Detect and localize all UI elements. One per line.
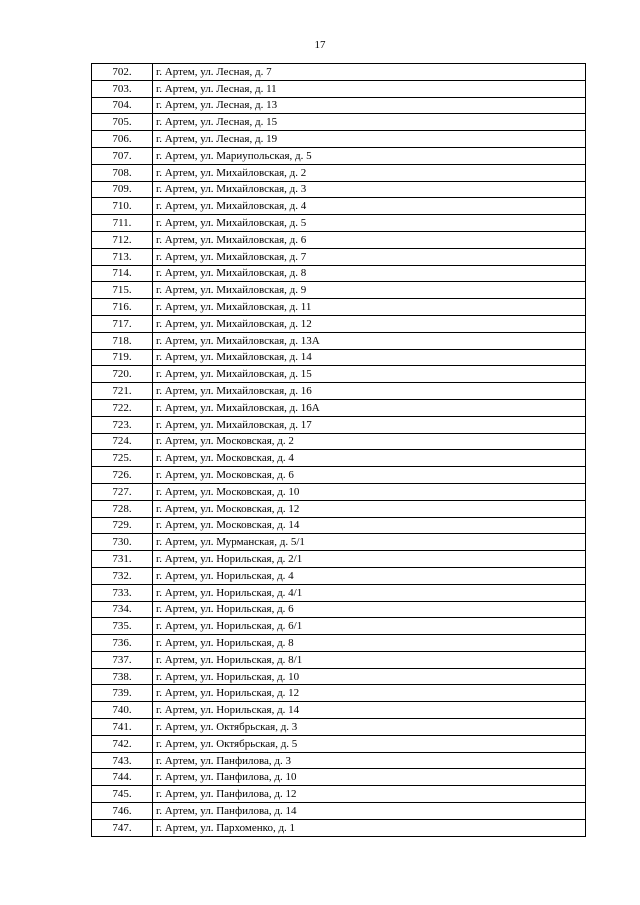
address-cell: г. Артем, ул. Норильская, д. 6 [153,601,586,618]
address-cell: г. Артем, ул. Московская, д. 14 [153,517,586,534]
row-number-cell: 726. [92,467,153,484]
address-cell: г. Артем, ул. Панфилова, д. 12 [153,786,586,803]
address-cell: г. Артем, ул. Михайловская, д. 7 [153,248,586,265]
row-number-cell: 740. [92,702,153,719]
address-cell: г. Артем, ул. Норильская, д. 10 [153,668,586,685]
table-row [92,786,586,803]
row-number-cell: 742. [92,735,153,752]
table-row [92,383,586,400]
table-row [92,349,586,366]
address-cell: г. Артем, ул. Михайловская, д. 9 [153,282,586,299]
address-cell: г. Артем, ул. Норильская, д. 14 [153,702,586,719]
table-row [92,299,586,316]
address-cell: г. Артем, ул. Московская, д. 10 [153,483,586,500]
table-row [92,719,586,736]
row-number-cell: 719. [92,349,153,366]
address-cell: г. Артем, ул. Московская, д. 4 [153,450,586,467]
table-row [92,332,586,349]
address-cell: г. Артем, ул. Михайловская, д. 6 [153,231,586,248]
row-number-cell: 727. [92,483,153,500]
row-number-cell: 732. [92,567,153,584]
table-row [92,551,586,568]
table-row [92,315,586,332]
row-number-cell: 741. [92,719,153,736]
table-row [92,584,586,601]
table-row [92,147,586,164]
row-number-cell: 711. [92,215,153,232]
row-number-cell: 710. [92,198,153,215]
table-row [92,517,586,534]
address-cell: г. Артем, ул. Панфилова, д. 3 [153,752,586,769]
table-row [92,215,586,232]
table-row [92,64,586,81]
row-number-cell: 707. [92,147,153,164]
row-number-cell: 713. [92,248,153,265]
table-row [92,702,586,719]
table-row [92,635,586,652]
address-cell: г. Артем, ул. Норильская, д. 8 [153,635,586,652]
row-number-cell: 746. [92,803,153,820]
address-table-body [92,64,586,837]
address-cell: г. Артем, ул. Михайловская, д. 16 [153,383,586,400]
table-row [92,601,586,618]
row-number-cell: 739. [92,685,153,702]
table-row [92,668,586,685]
address-cell: г. Артем, ул. Панфилова, д. 10 [153,769,586,786]
address-cell: г. Артем, ул. Михайловская, д. 4 [153,198,586,215]
row-number-cell: 734. [92,601,153,618]
row-number-cell: 714. [92,265,153,282]
row-number-cell: 715. [92,282,153,299]
row-number-cell: 735. [92,618,153,635]
table-row [92,164,586,181]
row-number-cell: 705. [92,114,153,131]
table-row [92,231,586,248]
row-number-cell: 745. [92,786,153,803]
table-row [92,819,586,836]
address-cell: г. Артем, ул. Октябрьская, д. 3 [153,719,586,736]
address-cell: г. Артем, ул. Лесная, д. 13 [153,97,586,114]
address-cell: г. Артем, ул. Михайловская, д. 5 [153,215,586,232]
row-number-cell: 723. [92,416,153,433]
table-row [92,567,586,584]
row-number-cell: 744. [92,769,153,786]
address-cell: г. Артем, ул. Московская, д. 2 [153,433,586,450]
table-row [92,483,586,500]
address-cell: г. Артем, ул. Панфилова, д. 14 [153,803,586,820]
table-row [92,618,586,635]
table-row [92,131,586,148]
address-cell: г. Артем, ул. Октябрьская, д. 5 [153,735,586,752]
table-row [92,416,586,433]
row-number-cell: 730. [92,534,153,551]
address-cell: г. Артем, ул. Московская, д. 12 [153,500,586,517]
row-number-cell: 738. [92,668,153,685]
address-cell: г. Артем, ул. Михайловская, д. 2 [153,164,586,181]
address-cell: г. Артем, ул. Михайловская, д. 17 [153,416,586,433]
table-row [92,248,586,265]
address-cell: г. Артем, ул. Михайловская, д. 14 [153,349,586,366]
table-row [92,450,586,467]
row-number-cell: 704. [92,97,153,114]
row-number-cell: 717. [92,315,153,332]
table-row [92,769,586,786]
address-cell: г. Артем, ул. Лесная, д. 15 [153,114,586,131]
row-number-cell: 725. [92,450,153,467]
row-number-cell: 702. [92,64,153,81]
row-number-cell: 733. [92,584,153,601]
table-row [92,198,586,215]
address-cell: г. Артем, ул. Норильская, д. 2/1 [153,551,586,568]
table-row [92,399,586,416]
row-number-cell: 708. [92,164,153,181]
row-number-cell: 720. [92,366,153,383]
row-number-cell: 728. [92,500,153,517]
address-cell: г. Артем, ул. Норильская, д. 4 [153,567,586,584]
address-cell: г. Артем, ул. Лесная, д. 11 [153,80,586,97]
table-row [92,80,586,97]
table-row [92,433,586,450]
table-row [92,803,586,820]
table-row [92,265,586,282]
address-cell: г. Артем, ул. Михайловская, д. 12 [153,315,586,332]
row-number-cell: 712. [92,231,153,248]
address-cell: г. Артем, ул. Пархоменко, д. 1 [153,819,586,836]
address-cell: г. Артем, ул. Михайловская, д. 8 [153,265,586,282]
table-row [92,282,586,299]
address-cell: г. Артем, ул. Мурманская, д. 5/1 [153,534,586,551]
row-number-cell: 706. [92,131,153,148]
row-number-cell: 737. [92,651,153,668]
address-cell: г. Артем, ул. Норильская, д. 8/1 [153,651,586,668]
address-cell: г. Артем, ул. Михайловская, д. 16А [153,399,586,416]
table-row [92,366,586,383]
row-number-cell: 743. [92,752,153,769]
table-row [92,735,586,752]
row-number-cell: 736. [92,635,153,652]
page-number: 17 [314,39,326,51]
address-cell: г. Артем, ул. Норильская, д. 6/1 [153,618,586,635]
table-row [92,651,586,668]
table-row [92,114,586,131]
table-row [92,685,586,702]
address-cell: г. Артем, ул. Норильская, д. 4/1 [153,584,586,601]
address-cell: г. Артем, ул. Михайловская, д. 3 [153,181,586,198]
address-cell: г. Артем, ул. Лесная, д. 7 [153,64,586,81]
table-row [92,97,586,114]
address-cell: г. Артем, ул. Мариупольская, д. 5 [153,147,586,164]
address-cell: г. Артем, ул. Михайловская, д. 15 [153,366,586,383]
row-number-cell: 729. [92,517,153,534]
row-number-cell: 747. [92,819,153,836]
row-number-cell: 724. [92,433,153,450]
row-number-cell: 703. [92,80,153,97]
address-cell: г. Артем, ул. Московская, д. 6 [153,467,586,484]
address-cell: г. Артем, ул. Михайловская, д. 13А [153,332,586,349]
row-number-cell: 731. [92,551,153,568]
row-number-cell: 718. [92,332,153,349]
address-cell: г. Артем, ул. Михайловская, д. 11 [153,299,586,316]
row-number-cell: 716. [92,299,153,316]
address-cell: г. Артем, ул. Лесная, д. 19 [153,131,586,148]
row-number-cell: 721. [92,383,153,400]
row-number-cell: 722. [92,399,153,416]
table-row [92,181,586,198]
address-table [91,63,586,837]
table-row [92,467,586,484]
address-cell: г. Артем, ул. Норильская, д. 12 [153,685,586,702]
table-row [92,500,586,517]
table-row [92,752,586,769]
table-row [92,534,586,551]
row-number-cell: 709. [92,181,153,198]
